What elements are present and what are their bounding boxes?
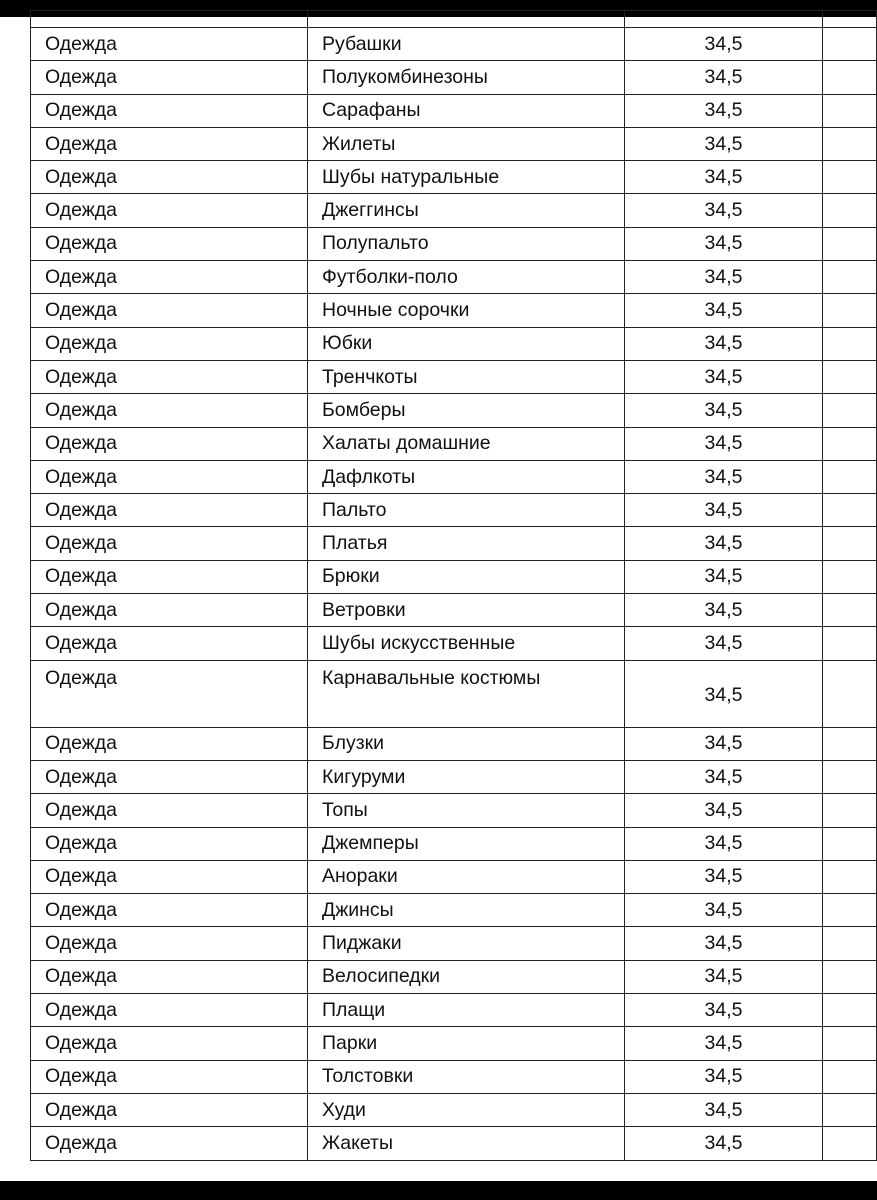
table-row xyxy=(31,627,877,660)
table-row xyxy=(31,660,877,727)
category-cell: Одежда xyxy=(31,127,308,160)
item-cell: Пальто xyxy=(308,494,625,527)
empty-cell xyxy=(823,660,877,727)
table-row xyxy=(31,1060,877,1093)
table-row xyxy=(31,194,877,227)
table-row-partial xyxy=(31,11,877,28)
value-cell: 34,5 xyxy=(625,1093,823,1126)
value-cell: 34,5 xyxy=(625,994,823,1027)
value-cell: 34,5 xyxy=(625,460,823,493)
empty-cell xyxy=(31,11,308,28)
empty-cell xyxy=(823,94,877,127)
table-row xyxy=(31,427,877,460)
item-cell: Полупальто xyxy=(308,227,625,260)
item-cell: Анораки xyxy=(308,860,625,893)
value-cell: 34,5 xyxy=(625,727,823,760)
category-cell: Одежда xyxy=(31,1127,308,1160)
item-cell: Парки xyxy=(308,1027,625,1060)
item-cell: Пиджаки xyxy=(308,927,625,960)
empty-cell xyxy=(823,627,877,660)
table-row xyxy=(31,760,877,793)
empty-cell xyxy=(823,427,877,460)
category-cell: Одежда xyxy=(31,994,308,1027)
table-row xyxy=(31,394,877,427)
empty-cell xyxy=(823,594,877,627)
table-row xyxy=(31,327,877,360)
value-cell: 34,5 xyxy=(625,427,823,460)
empty-cell xyxy=(308,11,625,28)
empty-cell xyxy=(823,560,877,593)
item-cell: Брюки xyxy=(308,560,625,593)
empty-cell xyxy=(823,794,877,827)
empty-cell xyxy=(823,61,877,94)
empty-cell xyxy=(823,727,877,760)
item-cell: Топы xyxy=(308,794,625,827)
item-cell: Худи xyxy=(308,1093,625,1126)
category-cell: Одежда xyxy=(31,227,308,260)
category-cell: Одежда xyxy=(31,1060,308,1093)
empty-cell xyxy=(823,227,877,260)
empty-cell xyxy=(823,460,877,493)
value-cell: 34,5 xyxy=(625,327,823,360)
value-cell: 34,5 xyxy=(625,827,823,860)
category-cell: Одежда xyxy=(31,394,308,427)
value-cell: 34,5 xyxy=(625,860,823,893)
table-row xyxy=(31,1093,877,1126)
item-cell: Велосипедки xyxy=(308,960,625,993)
category-cell: Одежда xyxy=(31,61,308,94)
category-cell: Одежда xyxy=(31,960,308,993)
value-cell: 34,5 xyxy=(625,360,823,393)
category-cell: Одежда xyxy=(31,28,308,61)
category-cell: Одежда xyxy=(31,827,308,860)
table-row xyxy=(31,960,877,993)
category-cell: Одежда xyxy=(31,1093,308,1126)
item-cell: Джемперы xyxy=(308,827,625,860)
commission-table xyxy=(30,10,877,1161)
item-cell: Жакеты xyxy=(308,1127,625,1160)
empty-cell xyxy=(823,760,877,793)
table-row xyxy=(31,927,877,960)
value-cell: 34,5 xyxy=(625,494,823,527)
category-cell: Одежда xyxy=(31,494,308,527)
table-row xyxy=(31,1127,877,1160)
item-cell: Халаты домашние xyxy=(308,427,625,460)
value-cell: 34,5 xyxy=(625,660,823,727)
item-cell: Бомберы xyxy=(308,394,625,427)
empty-cell xyxy=(823,1060,877,1093)
category-cell: Одежда xyxy=(31,560,308,593)
empty-cell xyxy=(823,294,877,327)
table-row xyxy=(31,294,877,327)
item-cell: Юбки xyxy=(308,327,625,360)
value-cell: 34,5 xyxy=(625,560,823,593)
table-row xyxy=(31,860,877,893)
empty-cell xyxy=(823,327,877,360)
value-cell: 34,5 xyxy=(625,161,823,194)
value-cell: 34,5 xyxy=(625,627,823,660)
empty-cell xyxy=(823,11,877,28)
item-cell: Жилеты xyxy=(308,127,625,160)
category-cell: Одежда xyxy=(31,194,308,227)
empty-cell xyxy=(823,860,877,893)
empty-cell xyxy=(823,161,877,194)
category-cell: Одежда xyxy=(31,894,308,927)
table-row xyxy=(31,227,877,260)
item-cell: Футболки-поло xyxy=(308,261,625,294)
category-cell: Одежда xyxy=(31,1027,308,1060)
table-row xyxy=(31,594,877,627)
item-cell: Плащи xyxy=(308,994,625,1027)
value-cell: 34,5 xyxy=(625,394,823,427)
category-cell: Одежда xyxy=(31,161,308,194)
value-cell: 34,5 xyxy=(625,261,823,294)
empty-cell xyxy=(823,994,877,1027)
table-row xyxy=(31,161,877,194)
item-cell: Тренчкоты xyxy=(308,360,625,393)
category-cell: Одежда xyxy=(31,860,308,893)
value-cell: 34,5 xyxy=(625,527,823,560)
value-cell: 34,5 xyxy=(625,960,823,993)
table-row xyxy=(31,61,877,94)
value-cell: 34,5 xyxy=(625,1027,823,1060)
empty-cell xyxy=(823,1093,877,1126)
empty-cell xyxy=(823,494,877,527)
value-cell: 34,5 xyxy=(625,294,823,327)
bottom-black-bar xyxy=(0,1181,877,1200)
category-cell: Одежда xyxy=(31,927,308,960)
item-cell: Блузки xyxy=(308,727,625,760)
value-cell: 34,5 xyxy=(625,194,823,227)
category-cell: Одежда xyxy=(31,794,308,827)
value-cell: 34,5 xyxy=(625,894,823,927)
item-cell: Шубы искусственные xyxy=(308,627,625,660)
empty-cell xyxy=(823,127,877,160)
empty-cell xyxy=(823,827,877,860)
empty-cell xyxy=(823,894,877,927)
item-cell: Толстовки xyxy=(308,1060,625,1093)
item-cell: Джинсы xyxy=(308,894,625,927)
category-cell: Одежда xyxy=(31,660,308,727)
value-cell: 34,5 xyxy=(625,794,823,827)
category-cell: Одежда xyxy=(31,594,308,627)
category-cell: Одежда xyxy=(31,94,308,127)
table-row xyxy=(31,994,877,1027)
category-cell: Одежда xyxy=(31,460,308,493)
table-row xyxy=(31,560,877,593)
empty-cell xyxy=(823,927,877,960)
table-row xyxy=(31,1027,877,1060)
category-cell: Одежда xyxy=(31,327,308,360)
category-cell: Одежда xyxy=(31,527,308,560)
category-cell: Одежда xyxy=(31,261,308,294)
item-cell: Ветровки xyxy=(308,594,625,627)
value-cell: 34,5 xyxy=(625,28,823,61)
item-cell: Ночные сорочки xyxy=(308,294,625,327)
item-cell: Платья xyxy=(308,527,625,560)
empty-cell xyxy=(823,1027,877,1060)
value-cell: 34,5 xyxy=(625,94,823,127)
table-row xyxy=(31,894,877,927)
value-cell: 34,5 xyxy=(625,227,823,260)
table-row xyxy=(31,494,877,527)
table-row xyxy=(31,460,877,493)
empty-cell xyxy=(625,11,823,28)
category-cell: Одежда xyxy=(31,360,308,393)
empty-cell xyxy=(823,28,877,61)
empty-cell xyxy=(823,960,877,993)
empty-cell xyxy=(823,527,877,560)
item-cell: Кигуруми xyxy=(308,760,625,793)
category-cell: Одежда xyxy=(31,760,308,793)
empty-cell xyxy=(823,261,877,294)
category-cell: Одежда xyxy=(31,427,308,460)
table-row xyxy=(31,794,877,827)
value-cell: 34,5 xyxy=(625,1060,823,1093)
table-row xyxy=(31,94,877,127)
item-cell: Карнавальные костюмы xyxy=(308,660,625,727)
value-cell: 34,5 xyxy=(625,127,823,160)
value-cell: 34,5 xyxy=(625,594,823,627)
table-row xyxy=(31,527,877,560)
table-row xyxy=(31,727,877,760)
item-cell: Сарафаны xyxy=(308,94,625,127)
category-cell: Одежда xyxy=(31,294,308,327)
value-cell: 34,5 xyxy=(625,61,823,94)
item-cell: Джеггинсы xyxy=(308,194,625,227)
item-cell: Дафлкоты xyxy=(308,460,625,493)
empty-cell xyxy=(823,360,877,393)
value-cell: 34,5 xyxy=(625,927,823,960)
empty-cell xyxy=(823,194,877,227)
category-cell: Одежда xyxy=(31,627,308,660)
item-cell: Полукомбинезоны xyxy=(308,61,625,94)
empty-cell xyxy=(823,394,877,427)
table-row xyxy=(31,360,877,393)
empty-cell xyxy=(823,1127,877,1160)
item-cell: Рубашки xyxy=(308,28,625,61)
table-row xyxy=(31,827,877,860)
table-row xyxy=(31,261,877,294)
value-cell: 34,5 xyxy=(625,1127,823,1160)
item-cell: Шубы натуральные xyxy=(308,161,625,194)
table-row xyxy=(31,127,877,160)
category-cell: Одежда xyxy=(31,727,308,760)
table-row xyxy=(31,28,877,61)
value-cell: 34,5 xyxy=(625,760,823,793)
